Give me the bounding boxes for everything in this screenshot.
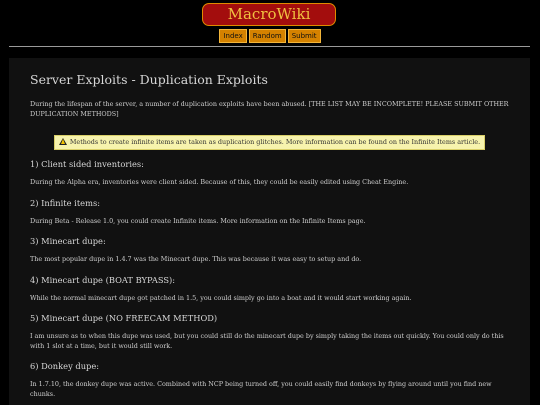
section-text: During Beta - Release 1.0, you could create Infinite items. More information on the Infinite Items page. (30, 216, 366, 225)
nav-submit-button[interactable]: Submit (288, 29, 321, 43)
section-heading: 4) Minecart dupe (BOAT BYPASS): (30, 274, 176, 285)
notice-text: Methods to create infinite items are taken as duplication glitches. More information can be found on the Infinite Items article. (69, 138, 481, 146)
section-heading: 1) Client sided inventories: (30, 159, 144, 169)
section-text: I am unsure as to when this dupe was used, but you could still do the minecart dupe by simply taking the items out quickly. You could only do this with 1 slot at a time, but it would still work. (30, 332, 504, 350)
intro-paragraph: During the lifespan of the server, a number of duplication exploits have been abused. [THE LIST MAY BE INCOMPLETE! PLEASE SUBMIT OTHER DUPLICATION METHODS] (30, 100, 509, 118)
nav-random-button[interactable]: Random (249, 29, 286, 43)
nav-index-button[interactable]: Index (219, 29, 246, 43)
section-text: While the normal minecart dupe got patched in 1.5, you could simply go into a boat and it would start working again. (30, 293, 412, 302)
top-nav (0, 29, 540, 43)
section-minecart-dupe (30, 236, 509, 265)
section-heading: 3) Minecart dupe: (30, 236, 106, 246)
notice-wrapper (30, 129, 509, 150)
notice-box (54, 135, 485, 150)
page-title: Server Exploits - Duplication Exploits (30, 72, 268, 87)
section-minecart-no-freecam (30, 313, 509, 351)
section-text: The most popular dupe in 1.4.7 was the Minecart dupe. This was because it was easy to setup and do. (30, 255, 362, 263)
section-minecart-boat (30, 275, 509, 304)
site-header (0, 0, 540, 50)
section-heading: 6) Donkey dupe: (30, 361, 100, 371)
section-heading: 5) Minecart dupe (NO FREECAM METHOD) (30, 313, 218, 323)
warning-icon (59, 138, 67, 145)
section-heading: 2) Infinite items: (30, 197, 101, 208)
section-text: During the Alpha era, inventories were client sided. Because of this, they could be easily edited using Cheat Engine. (30, 178, 409, 186)
section-client-sided (30, 159, 509, 188)
section-donkey-dupe (30, 361, 509, 399)
section-infinite-items (30, 198, 509, 227)
article (9, 58, 530, 405)
header-divider (9, 46, 530, 47)
section-text: In 1.7.10, the donkey dupe was active. Combined with NCP being turned off, you could easily find donkeys by flying around until you find new chunks. (30, 380, 492, 398)
site-title-link[interactable]: MacroWiki (202, 3, 336, 26)
